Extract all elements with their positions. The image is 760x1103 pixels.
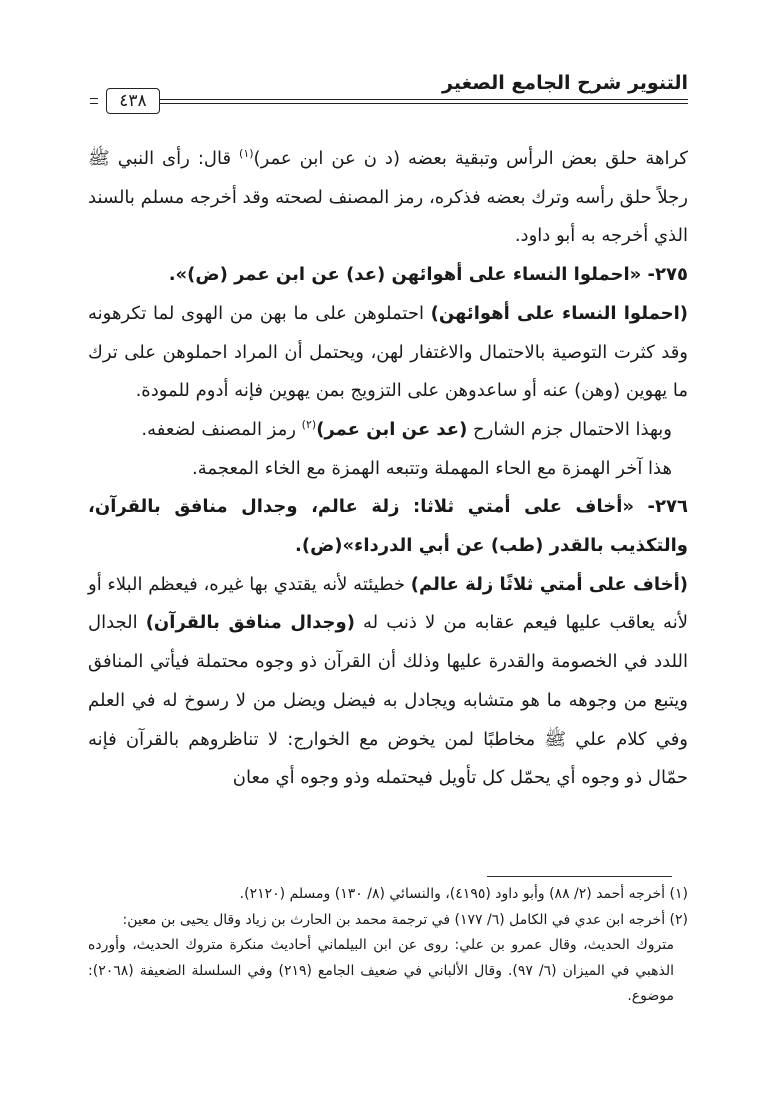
paragraph-text: خطيئته لأنه يقتدي بها غيره، فيعظم البلاء أو لأنه يعاقب عليها فيعم عقابه من لا ذنب له xyxy=(88,573,688,634)
hadith-275-heading: ٢٧٥- «احملوا النساء على أهوائهن (عد) عن ابن عمر (ض)». xyxy=(168,264,688,286)
running-title: التنوير شرح الجامع الصغير xyxy=(442,72,688,94)
paragraph-text: احتملوهن على ما بهن من الهوى لما تكرهونه وقد كثرت التوصية بالاحتمال والاغتفار لهن، ويحتمل أن المراد احملوهن على ترك ما يهوين (وهن) عنه أو ساعدوهن على التزويج بمن يهوين فإنه أدوم للمودة. xyxy=(88,302,688,402)
page-header xyxy=(88,70,688,110)
footnote-2: (٢) أخرجه ابن عدي في الكامل (٦/ ١٧٧) في ترجمة محمد بن الحارث بن زياد وقال يحيى بن معين: xyxy=(122,911,688,928)
footnote-separator xyxy=(487,876,672,877)
quoted-hadith: (أخاف على أمتي ثلاثًا زلة عالم) xyxy=(410,573,689,595)
quoted-hadith: (احملوا النساء على أهوائهن) xyxy=(430,302,689,324)
footnote-2-continuation: متروك الحديث، وقال عمرو بن علي: روى عن ابن البيلماني أحاديث منكرة متروك الحديث، وأورده الذهبي في الميزان (٦/ ٩٧). وقال الألباني في ضعيف الجامع (٢١٩) وفي السلسلة الضعيفة (٢٠٦٨): موضوع. xyxy=(88,937,675,1004)
paragraph-text: رمز المصنف لضعفه. xyxy=(141,418,302,440)
paragraph-attribution xyxy=(88,411,688,450)
footnote-ref-2[interactable]: (٢) xyxy=(301,417,317,431)
paragraph-hair-cutting xyxy=(88,140,688,256)
footnotes xyxy=(88,882,688,1010)
paragraph-commentary-276 xyxy=(88,566,688,798)
paragraph-commentary-275 xyxy=(88,295,688,411)
paragraph-text: الجدال اللدد في الخصومة والقدرة عليها وذلك أن القرآن ذو وجوه محتملة فيأتي المنافق ويتبع من وجوهه ما هو متشابه ويجادل به فيضل ويضل من لا رسوخ له في العلم وفي كلام علي ﷺ مخاطبًا لمن يخوض مع الخوارج: لا تناظروهم بالقرآن فإنه حمّال ذو وجوه أي يحمّل كل تأويل فيحتمله وذو وجوه أي معان xyxy=(88,612,688,789)
header-rule xyxy=(108,99,688,100)
source-citation: (عد عن ابن عمر) xyxy=(316,418,468,440)
section-end-note: هذا آخر الهمزة مع الحاء المهملة وتتبعه الهمزة مع الخاء المعجمة. xyxy=(192,457,672,479)
paragraph-text: وبهذا الاحتمال جزم الشارح xyxy=(467,418,672,440)
footnote-1: (١) أخرجه أحمد (٢/ ٨٨) وأبو داود (٤١٩٥)، والنسائي (٨/ ١٣٠) ومسلم (٢١٢٠). xyxy=(239,886,688,902)
page-number-bar xyxy=(88,94,98,108)
header-rule-double xyxy=(108,103,688,104)
paragraph-text: كراهة حلق بعض الرأس وتبقية بعضه (د ن عن ابن عمر) xyxy=(253,148,688,169)
hadith-276-heading: ٢٧٦- «أخاف على أمتي ثلاثا: زلة عالم، وجدال منافق بالقرآن، والتكذيب بالقدر (طب) عن أبي الدرداء»(ض). xyxy=(88,496,688,557)
page-number: ٤٣٨ xyxy=(106,88,160,114)
quoted-hadith: (وجدال منافق بالقرآن) xyxy=(145,612,355,634)
main-text xyxy=(88,140,688,798)
paragraph-text: قال: رأى النبي ﷺ رجلاً حلق رأسه وترك بعضه فذكره، رمز المصنف لصحته وقد أخرجه مسلم بالسند الذي أخرجه به أبو داود. xyxy=(88,148,688,247)
footnote-ref-1[interactable]: (١) xyxy=(239,147,254,160)
